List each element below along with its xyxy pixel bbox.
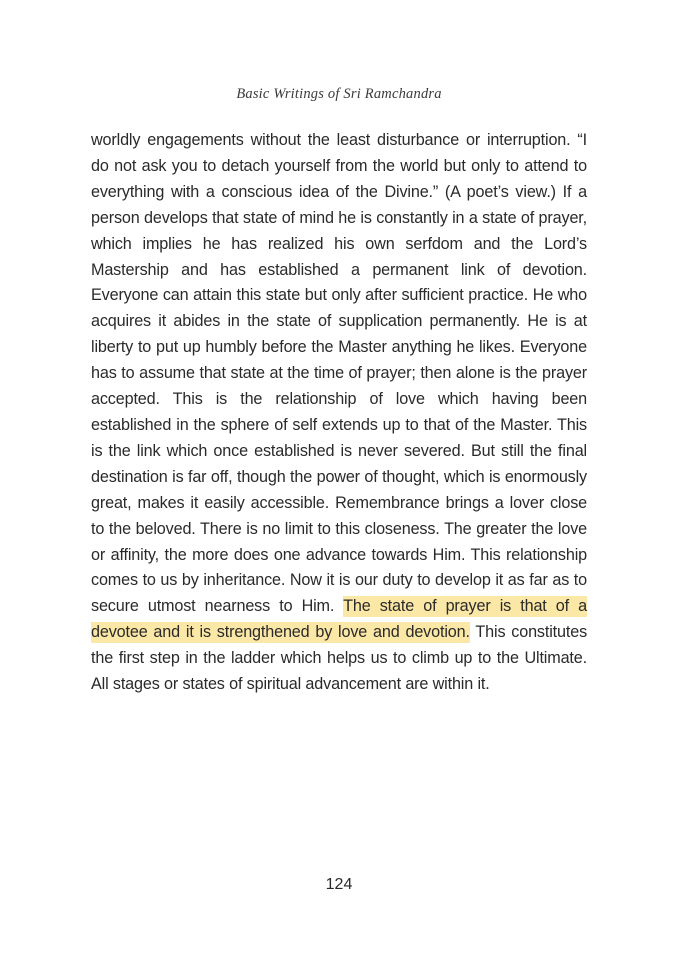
page-number: 124 xyxy=(325,876,353,893)
running-header: Basic Writings of Sri Ramchandra xyxy=(236,86,442,102)
body-text-after: This constitutes the first step in the ladder which helps us to climb up to the Ultimate. All stages or states of spiritual advancement are within it. xyxy=(91,623,588,694)
highlighted-passage[interactable]: The state of prayer is that of a devotee and it is strengthened by love and devotion. xyxy=(91,597,588,642)
body-paragraph xyxy=(91,128,587,698)
body-text-before: worldly engagements without the least disturbance or interruption. “I do not ask you to detach yourself from the world but only to attend to everything with a conscious idea of the Divine.” (A poet’s view.) If a person develops that state of mind he is constantly in a state of prayer, which implies he has realized his own serfdom and the Lord’s Mastership and has established a permanent link of devotion. Everyone can attain this state but only after sufficient practice. He who acquires it abides in the state of supplication permanently. He is at liberty to put up humbly before the Master anything he likes. Everyone has to assume that state at the time of prayer; then alone is the prayer accepted. This is the relationship of love which having been established in the sphere of self extends up to that of the Master. This is the link which once established is never severed. But still the final destination is far off, though the power of thought, which is enormously great, makes it easily accessible. Remembrance brings a lover close to the beloved. There is no limit to this closeness. The greater the love or affinity, the more does one advance towards Him. This relationship comes to us by inheritance. Now it is our duty to develop it as far as to secure utmost nearness to Him. xyxy=(91,131,587,616)
